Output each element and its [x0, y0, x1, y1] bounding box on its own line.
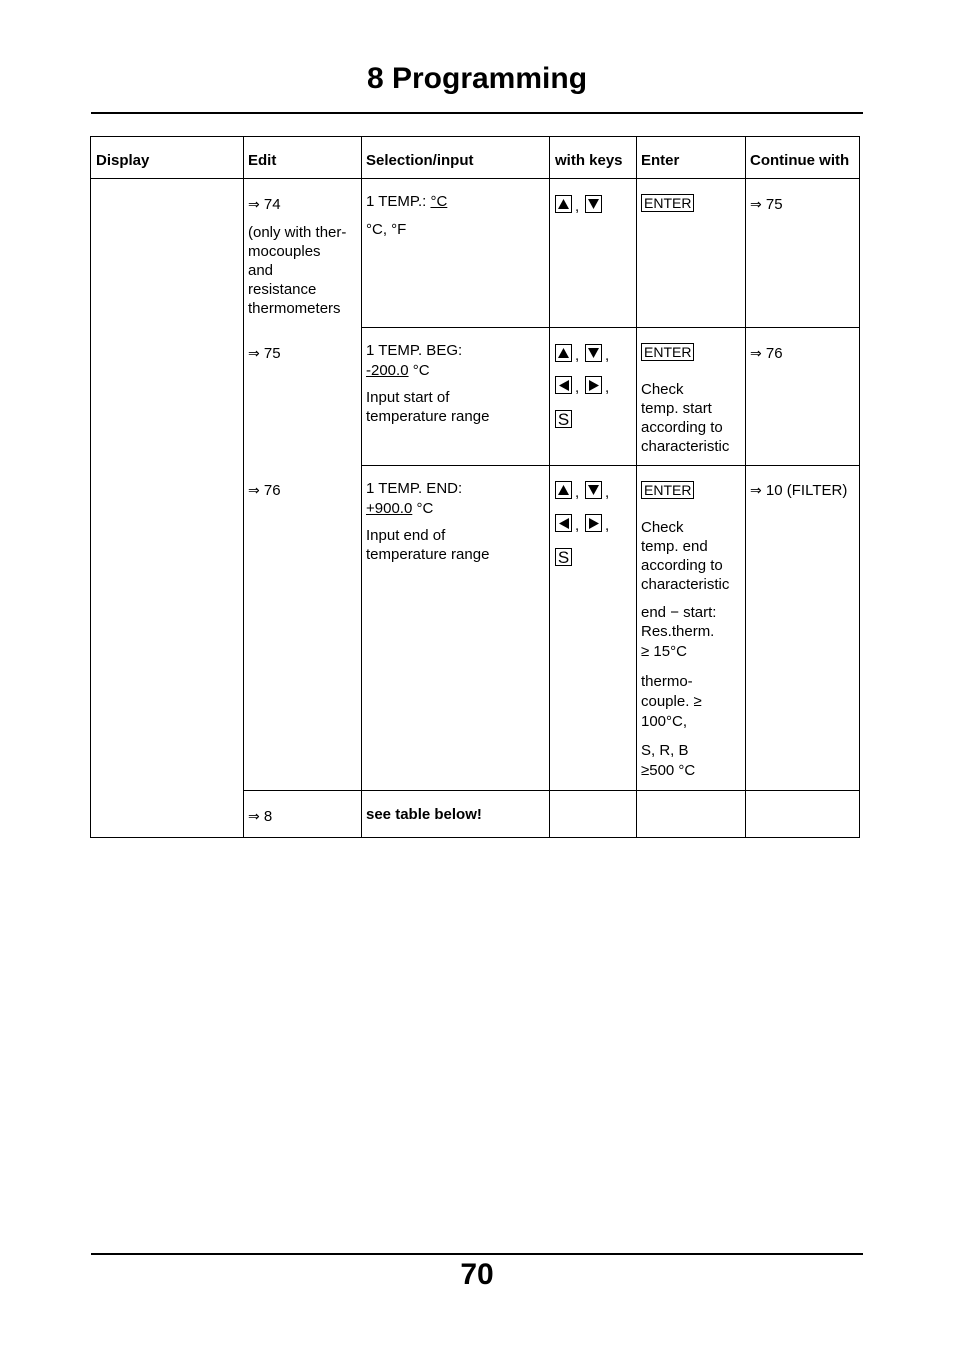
- selection-description: Input end of temperature range: [366, 527, 490, 563]
- edit-reference: ⇒ 8: [248, 808, 273, 825]
- selection-description: Input start of temperature range: [366, 389, 490, 425]
- page-title: 8 Programming: [366, 62, 588, 95]
- page-number: 70: [460, 1258, 494, 1291]
- selection-note: see table below!: [366, 806, 482, 823]
- header-display: Display: [96, 152, 150, 169]
- header-row-divider: [90, 178, 860, 179]
- up-arrow-key-icon: [555, 344, 572, 362]
- column-divider: [361, 136, 362, 838]
- s-key-icon: S: [555, 410, 572, 428]
- edit-reference: ⇒ 75: [248, 345, 281, 362]
- enter-key-icon: ENTER: [641, 343, 694, 361]
- enter-key-icon: ENTER: [641, 194, 694, 212]
- header-rule: [91, 112, 863, 114]
- right-arrow-key-icon: [585, 514, 602, 532]
- edit-reference: ⇒ 76: [248, 482, 281, 499]
- row-divider: [361, 327, 860, 328]
- right-arrow-key-icon: [585, 376, 602, 394]
- footer-rule: [91, 1253, 863, 1255]
- edit-reference: ⇒ 74: [248, 196, 281, 213]
- header-with-keys: with keys: [555, 152, 623, 169]
- continue-reference: ⇒ 10 (FILTER): [750, 482, 848, 499]
- header-continue-with: Continue with: [750, 152, 850, 169]
- down-arrow-key-icon: [585, 481, 602, 499]
- enter-note-srb: S, R, B ≥500 °C: [641, 742, 696, 779]
- s-key-icon: S: [555, 548, 572, 566]
- selection-value: -200.0 °C: [366, 362, 430, 379]
- enter-note: Check temp. end according to characteristic: [641, 519, 730, 593]
- selection-label: 1 TEMP. BEG:: [366, 342, 463, 359]
- up-arrow-key-icon: [555, 195, 572, 213]
- left-arrow-key-icon: [555, 514, 572, 532]
- row-divider: [243, 790, 860, 791]
- selection-value: +900.0 °C: [366, 500, 434, 517]
- header-enter: Enter: [641, 152, 680, 169]
- enter-note: Check temp. start according to characteristic: [641, 381, 730, 455]
- continue-reference: ⇒ 75: [750, 196, 783, 213]
- up-arrow-key-icon: [555, 481, 572, 499]
- column-divider: [243, 136, 244, 838]
- column-divider: [636, 136, 637, 838]
- continue-reference: ⇒ 76: [750, 345, 783, 362]
- selection-label: 1 TEMP.: °C: [366, 193, 448, 210]
- left-arrow-key-icon: [555, 376, 572, 394]
- selection-options: °C, °F: [366, 221, 407, 238]
- column-divider: [745, 136, 746, 838]
- enter-note-thermocouple: thermo- couple. ≥ 100°C,: [641, 673, 702, 730]
- down-arrow-key-icon: [585, 195, 602, 213]
- edit-note: (only with ther- mocouples and resistance thermometers: [248, 224, 347, 317]
- selection-label: 1 TEMP. END:: [366, 480, 463, 497]
- header-edit: Edit: [248, 152, 277, 169]
- enter-key-icon: ENTER: [641, 481, 694, 499]
- row-divider: [361, 465, 860, 466]
- down-arrow-key-icon: [585, 344, 602, 362]
- header-selection-input: Selection/input: [366, 152, 474, 169]
- column-divider: [549, 136, 550, 838]
- enter-note-resistance: end − start: Res.therm. ≥ 15°C: [641, 604, 717, 660]
